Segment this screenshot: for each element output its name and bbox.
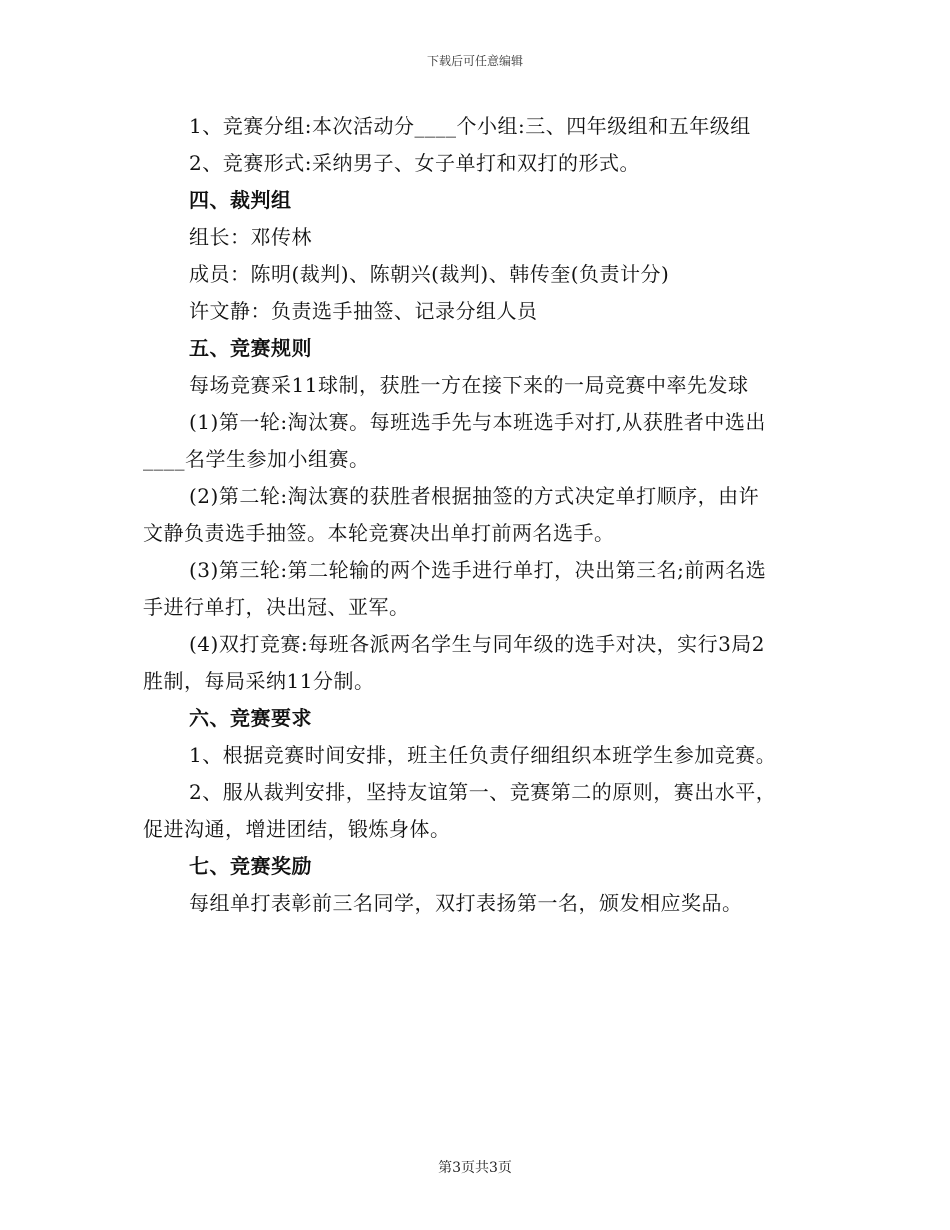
paragraph-round-two: (2)第二轮:淘汰赛的获胜者根据抽签的方式决定单打顺序，由许: [189, 484, 760, 508]
paragraph-group-division: 1、竞赛分组:本次活动分____个小组:三、四年级组和五年级组: [189, 114, 751, 138]
section-heading-awards: 七、竞赛奖励: [189, 854, 312, 878]
paragraph-round-three: (3)第三轮:第二轮输的两个选手进行单打，决出第三名;前两名选: [189, 558, 767, 582]
paragraph-scoring-rule: 每场竞赛采11球制，获胜一方在接下来的一局竞赛中率先发球: [189, 373, 749, 397]
paragraph-team-leader: 组长：邓传林: [189, 225, 312, 249]
paragraph-requirement-two: 2、服从裁判安排，坚持友谊第一、竞赛第二的原则，赛出水平，: [189, 780, 777, 804]
paragraph-round-two-cont: 文静负责选手抽签。本轮竞赛决出单打前两名选手。: [143, 521, 615, 545]
header-note: 下载后可任意编辑: [426, 54, 523, 68]
section-heading-requirements: 六、竞赛要求: [189, 706, 312, 730]
paragraph-doubles: (4)双打竞赛:每班各派两名学生与同年级的选手对决，实行3局2: [189, 632, 766, 656]
paragraph-round-three-cont: 手进行单打，决出冠、亚军。: [143, 595, 410, 619]
section-heading-rules: 五、竞赛规则: [189, 336, 312, 360]
paragraph-awards: 每组单打表彰前三名同学，双打表扬第一名，颁发相应奖品。: [189, 891, 743, 915]
paragraph-round-one-cont: ____名学生参加小组赛。: [143, 447, 370, 471]
paragraph-members: 成员：陈明(裁判)、陈朝兴(裁判)、韩传奎(负责计分): [189, 262, 670, 286]
paragraph-competition-format: 2、竞赛形式:采纳男子、女子单打和双打的形式。: [189, 151, 640, 175]
paragraph-draw-responsible: 许文静：负责选手抽签、记录分组人员: [189, 299, 538, 323]
paragraph-requirement-one: 1、根据竞赛时间安排，班主任负责仔细组织本班学生参加竞赛。: [189, 743, 777, 767]
document-body: [143, 108, 813, 922]
paragraph-doubles-cont: 胜制，每局采纳11分制。: [143, 669, 375, 693]
paragraph-requirement-two-cont: 促进沟通，增进团结，锻炼身体。: [143, 817, 451, 841]
page-number: 第3页共3页: [438, 1160, 512, 1176]
paragraph-round-one: (1)第一轮:淘汰赛。每班选手先与本班选手对打,从获胜者中选出: [189, 410, 766, 434]
section-heading-referees: 四、裁判组: [189, 188, 292, 212]
